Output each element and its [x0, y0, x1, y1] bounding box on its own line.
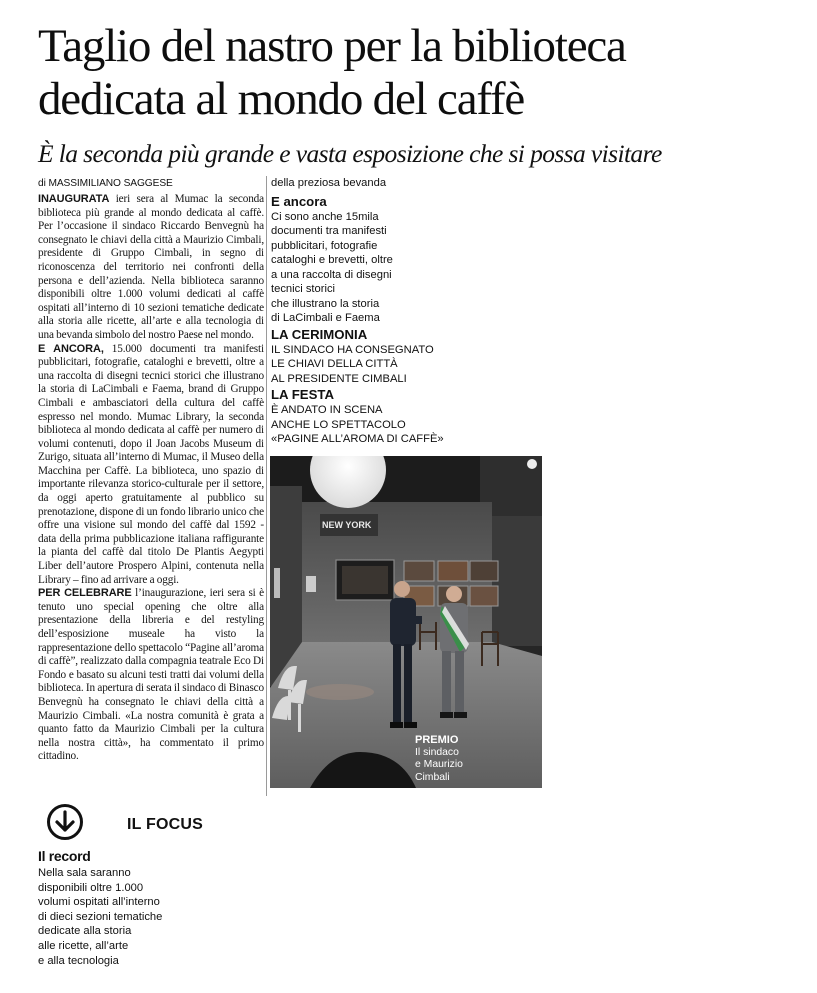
headline-line-1: Taglio del nastro per la biblioteca	[38, 20, 626, 72]
paragraph-text: l’inaugurazione, ieri sera si è tenuto uno special opening che oltre alla presentazione della libreria e del restyling dell’esposizione museale ha visto la rappresentazione dello spettacolo “Pagine all’aroma di caffè”, realizzato dalla compagnia teatrale Eco Di Fondo e basato su alcuni testi tratti dai volumi della biblioteca. In apertura di serata il sindaco di Binasco Benvegnù ha consegnato le chiavi della città a Maurizio Cimbali. «La nostra comunità è grata a quanto fatto da Maurizio Cimbali per la cultura nella nostra città», ha commentato il primo cittadino.	[38, 587, 264, 763]
sidebar-block-la-festa	[271, 403, 551, 447]
sidebar	[271, 176, 551, 447]
record-line: dedicate alla storia	[38, 925, 132, 938]
article-paragraph-3	[38, 587, 264, 764]
sidebar-line: ANCHE LO SPETTACOLO	[271, 418, 406, 431]
down-arrow-circle-icon	[46, 803, 84, 841]
headline-line-2: dedicata al mondo del caffè	[38, 73, 525, 125]
paragraph-text: ieri sera al Mumac la seconda biblioteca più grande al mondo dedicata al caffè. Per l’occasione il sindaco Riccardo Benvegnù ha consegnato le chiavi della città a Maurizio Cimbali, presidente di Gruppo Cimbali, in segno di riconoscenza del territorio nei confronti della persona e dell’azienda. Nella biblioteca saranno disponibili oltre 1.000 volumi dedicati al caffè ospitati all’interno di 10 sezioni tematiche dedicate alla storia alle ricette, all’arte e alla tecnologia di una bevanda simbolo del nostro Paese nel mondo.	[38, 193, 264, 341]
sidebar-block-e-ancora	[271, 210, 551, 326]
column-divider	[266, 176, 267, 796]
paragraph-lead: PER CELEBRARE	[38, 587, 132, 600]
sidebar-line: AL PRESIDENTE CIMBALI	[271, 372, 407, 385]
paragraph-lead: INAUGURATA	[38, 193, 110, 205]
caption-line: Il sindaco	[415, 746, 459, 758]
record-line: di dieci sezioni tematiche	[38, 910, 163, 923]
caption-line: Cimbali	[415, 771, 450, 783]
caption-line: e Maurizio	[415, 759, 463, 770]
byline: di MASSIMILIANO SAGGESE	[38, 178, 173, 189]
caption-title: PREMIO	[415, 734, 459, 746]
focus-label: IL FOCUS	[127, 816, 203, 833]
article-body	[38, 193, 264, 764]
record-line: e alla tecnologia	[38, 954, 119, 967]
headline	[38, 20, 808, 126]
sidebar-block-la-cerimonia	[271, 343, 551, 387]
sidebar-line: cataloghi e brevetti, oltre	[271, 254, 393, 266]
sidebar-heading-e-ancora: E ancora	[271, 193, 327, 209]
sidebar-top-line: della preziosa bevanda	[271, 177, 387, 189]
record-text	[38, 866, 238, 968]
sidebar-line: IL SINDACO HA CONSEGNATO	[271, 343, 434, 356]
sidebar-line: di LaCimbali e Faema	[271, 312, 380, 324]
sidebar-line: «PAGINE ALL’AROMA DI CAFFÈ»	[271, 433, 444, 446]
sidebar-line: tecnici storici	[271, 283, 336, 295]
sidebar-heading-la-festa: LA FESTA	[271, 387, 334, 403]
sidebar-line: È ANDATO IN SCENA	[271, 404, 383, 417]
article-paragraph-2	[38, 343, 264, 588]
record-line: Nella sala saranno	[38, 867, 131, 879]
sidebar-line: documenti tra manifesti	[271, 225, 387, 237]
sidebar-heading-la-cerimonia: LA CERIMONIA	[271, 326, 368, 342]
sidebar-line: LE CHIAVI DELLA CITTÀ	[271, 358, 398, 371]
paragraph-text: 15.000 documenti tra manifesti pubblicitari, fotografie, cataloghi e brevetti, oltre a una raccolta di disegni tecnici storici che illustrano la storia di LaCimbali e Faema, brand di Gruppo Cimbali e ambasciatori della cultura del caffè espresso nel mondo. Mumac Library, la seconda biblioteca al mondo dedicata al caffè per numero di volumi contenuti, dopo il Joan Jacobs Museum di Zurigo, situata all’interno di Mumac, il Museo della Macchina per Caffè. La biblioteca, uno spazio di importante rilevanza storico-culturale per il settore, da oggi aperto gratuitamente al pubblico su prenotazione, dispone di un fondo librario unico che offre una visione sul mondo del caffè dal 1592 - data della prima pubblicazione italiana raffigurante la pianta del caffè dal titolo De Plantis Aegypti Liber dell’autore Prospero Alpini, contenuta nella Library – fino ad arrivare a oggi.	[38, 342, 264, 586]
photo-caption	[415, 734, 535, 784]
subheadline: È la seconda più grande e vasta esposizione che si possa visitare	[38, 139, 662, 168]
record-line: disponibili oltre 1.000	[38, 881, 144, 894]
article-paragraph-1	[38, 193, 264, 343]
sidebar-line: che illustrano la storia	[271, 297, 380, 310]
record-line: alle ricette, all’arte	[38, 939, 129, 952]
paragraph-lead: E ANCORA,	[38, 342, 104, 355]
sidebar-line: Ci sono anche 15mila	[271, 210, 379, 223]
sidebar-line: a una raccolta di disegni	[271, 268, 392, 281]
record-line: volumi ospitati all’interno	[38, 896, 160, 909]
wall-sign: NEW YORK	[322, 520, 372, 530]
sidebar-line: pubblicitari, fotografie	[271, 239, 378, 252]
record-title: Il record	[38, 848, 91, 864]
